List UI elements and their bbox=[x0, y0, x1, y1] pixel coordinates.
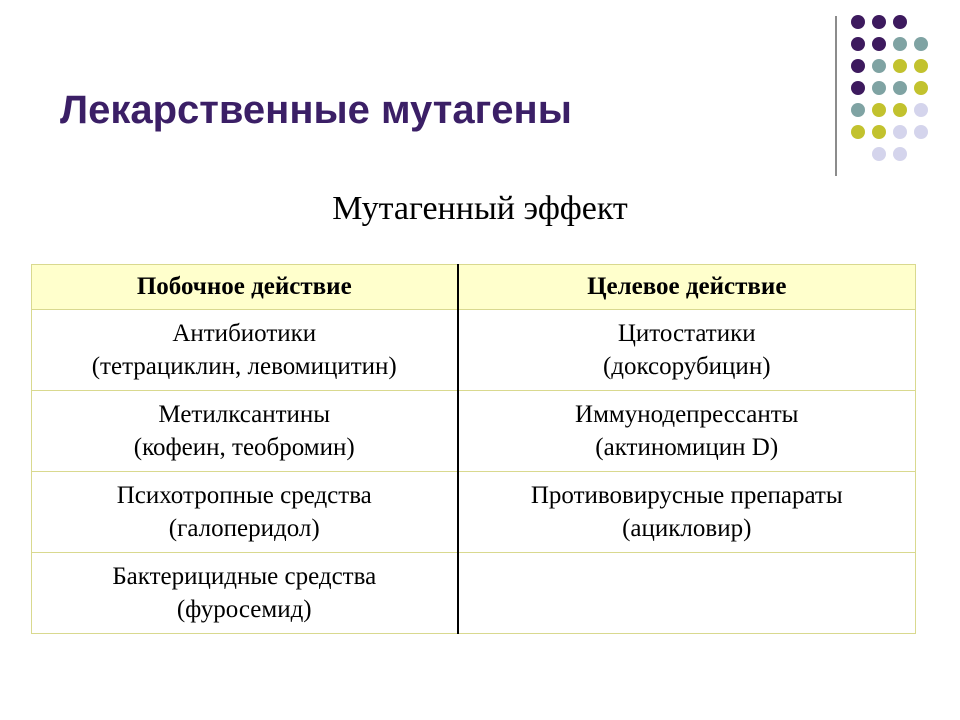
decorative-dot bbox=[851, 37, 865, 51]
slide-subtitle: Мутагенный эффект bbox=[332, 190, 628, 227]
decorative-dot bbox=[893, 59, 907, 73]
drug-class-name: Иммунодепрессанты bbox=[575, 401, 799, 428]
decorative-dot bbox=[914, 125, 928, 139]
decorative-dot bbox=[914, 59, 928, 73]
table-row bbox=[32, 310, 916, 391]
decorative-dot bbox=[851, 103, 865, 117]
decorative-dot bbox=[872, 125, 886, 139]
mutagens-table bbox=[31, 264, 916, 634]
decorative-dot bbox=[893, 81, 907, 95]
table-row bbox=[32, 472, 916, 553]
decorative-dot bbox=[914, 81, 928, 95]
drug-class-name: Психотропные средства bbox=[116, 482, 372, 509]
drug-examples: (фуросемид) bbox=[176, 596, 312, 623]
drug-examples: (тетрациклин, левомицитин) bbox=[91, 353, 397, 380]
decorative-dot bbox=[893, 37, 907, 51]
decorative-dot bbox=[893, 15, 907, 29]
decorative-divider-line bbox=[835, 16, 837, 176]
column-header-side-effect: Побочное действие bbox=[32, 265, 458, 310]
drug-class-name: Цитостатики bbox=[617, 320, 756, 347]
decorative-dot bbox=[893, 125, 907, 139]
decorative-dot bbox=[872, 147, 886, 161]
decorative-dot bbox=[851, 147, 865, 161]
table-cell bbox=[458, 391, 916, 472]
table-header-row bbox=[32, 265, 916, 310]
drug-examples: (кофеин, теобромин) bbox=[133, 434, 355, 461]
table-cell bbox=[458, 310, 916, 391]
decorative-dot bbox=[872, 59, 886, 73]
column-header-target-effect: Целевое действие bbox=[458, 265, 916, 310]
decorative-dot bbox=[893, 147, 907, 161]
decorative-dot bbox=[851, 125, 865, 139]
decorative-dot bbox=[851, 15, 865, 29]
decorative-dot bbox=[872, 15, 886, 29]
drug-class-name: Противовирусные препараты bbox=[530, 482, 843, 509]
slide-title: Лекарственные мутагены bbox=[60, 88, 572, 132]
table-row bbox=[32, 391, 916, 472]
decorative-dot bbox=[872, 103, 886, 117]
table-row bbox=[32, 553, 916, 634]
decorative-dot bbox=[914, 103, 928, 117]
table-cell bbox=[32, 472, 458, 553]
drug-examples: (ацикловир) bbox=[622, 515, 752, 542]
drug-examples: (актиномицин D) bbox=[595, 434, 779, 461]
drug-class-name: Метилксантины bbox=[158, 401, 331, 428]
table-cell-empty bbox=[458, 553, 916, 634]
decorative-dot bbox=[914, 147, 928, 161]
decorative-dot bbox=[914, 37, 928, 51]
decorative-dot bbox=[851, 81, 865, 95]
drug-class-name: Антибиотики bbox=[172, 320, 317, 347]
drug-examples: (доксорубицин) bbox=[602, 353, 771, 380]
table-cell bbox=[32, 553, 458, 634]
decorative-dot bbox=[893, 103, 907, 117]
table-cell bbox=[32, 310, 458, 391]
decorative-dot bbox=[851, 59, 865, 73]
decorative-dot bbox=[914, 15, 928, 29]
decorative-dot-grid bbox=[851, 15, 928, 161]
drug-examples: (галоперидол) bbox=[168, 515, 320, 542]
drug-class-name: Бактерицидные средства bbox=[112, 563, 377, 590]
decorative-dot bbox=[872, 81, 886, 95]
table-cell bbox=[32, 391, 458, 472]
decorative-dot bbox=[872, 37, 886, 51]
table-cell bbox=[458, 472, 916, 553]
